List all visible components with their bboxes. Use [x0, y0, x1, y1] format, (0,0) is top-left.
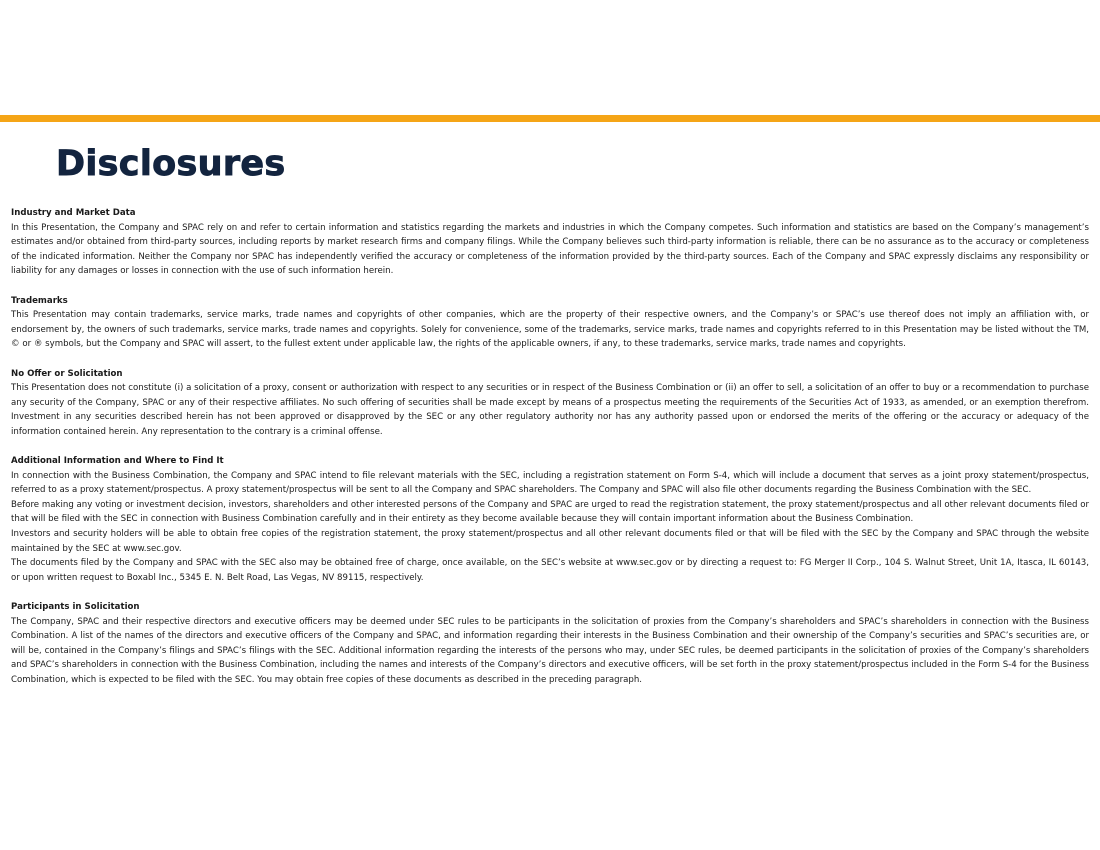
section-trademarks — [11, 294, 1089, 352]
section-paragraph: This Presentation may contain trademarks, service marks, trade names and copyrights of other companies, which are the property of their respective owners, and the Company’s or SPAC’s use thereof does not imply an affiliation with, or endorsement by, the owners of such trademarks, service marks, trade names and copyrights. Solely for convenience, some of the trademarks, service marks, trade names and copyrights referred to in this Presentation may be listed without the TM, © or ® symbols, but the Company and SPAC will assert, to the fullest extent under applicable law, the rights of the applicable owners, if any, to these trademarks, service marks, trade names and copyrights. — [11, 310, 1089, 350]
section-heading: Additional Information and Where to Find It — [11, 456, 224, 467]
section-no-offer — [11, 367, 1089, 440]
section-heading: No Offer or Solicitation — [11, 368, 123, 379]
page-title: Disclosures — [56, 144, 286, 184]
section-paragraph: The Company, SPAC and their respective directors and executive officers may be deemed under SEC rules to be participants in the solicitation of proxies from the Company’s shareholders and SPAC’s shareholders in connection with the Business Combination. A list of the names of the directors and executive officers of the Company and SPAC, and information regarding their interests in the Business Combination and their ownership of the Company’s securities and SPAC’s securities are, or will be, contained in the Company’s filings and SPAC’s filings with the SEC. Additional information regarding the interests of the persons who may, under SEC rules, be deemed participants in the solicitation of proxies of the Company’s shareholders and SPAC’s shareholders in connection with the Business Combination, including the names and interests of the Company’s directors and executive officers, will be set forth in the proxy statement/prospectus included in the Form S-4 for the Business Combination, which is expected to be filed with the SEC. You may obtain free copies of these documents as described in the preceding paragraph. — [11, 616, 1089, 685]
section-additional-information — [11, 454, 1089, 585]
section-participants — [11, 600, 1089, 688]
section-paragraph: In connection with the Business Combination, the Company and SPAC intend to file relevant materials with the SEC, including a registration statement on Form S-4, which will include a document that serves as a joint proxy statement/prospectus, referred to as a proxy statement/prospectus. A proxy statement/prospectus will be sent to all the Company and SPAC shareholders. The Company and SPAC will also file other documents regarding the Business Combination with the SEC. — [11, 470, 1089, 496]
section-paragraph: This Presentation does not constitute (i) a solicitation of a proxy, consent or authorization with respect to any securities or in respect of the Business Combination or (ii) an offer to sell, a solicitation of an offer to buy or a recommendation to purchase any security of the Company, SPAC or any of their respective affiliates. No such offering of securities shall be made except by means of a prospectus meeting the requirements of the Securities Act of 1933, as amended, or an exemption therefrom. Investment in any securities described herein has not been approved or disapproved by the SEC or any other regulatory authority nor has any authority passed upon or endorsed the merits of the offering or the accuracy or adequacy of the information contained herein. Any representation to the contrary is a criminal offense. — [11, 383, 1089, 437]
section-paragraph: Investors and security holders will be able to obtain free copies of the registration statement, the proxy statement/prospectus and all other relevant documents filed or that will be filed with the SEC by the Company and SPAC through the website maintained by the SEC at www.sec.gov. — [11, 529, 1089, 554]
section-paragraph: Before making any voting or investment decision, investors, shareholders and other interested persons of the Company and SPAC are urged to read the registration statement, the proxy statement/prospectus and all other relevant documents filed or that will be filed with the SEC in connection with Business Combination carefully and in their entirety as they become available because they will contain important information about the Business Combination. — [11, 499, 1089, 525]
section-paragraph: The documents filed by the Company and SPAC with the SEC also may be obtained free of charge, once available, on the SEC’s website at www.sec.gov or by directing a request to: FG Merger II Corp., 104 S. Walnut Street, Unit 1A, Itasca, IL 60143, or upon written request to Boxabl Inc., 5345 E. N. Belt Road, Las Vegas, NV 89115, respectively. — [11, 558, 1089, 583]
disclosures-body — [11, 206, 1089, 702]
section-heading: Trademarks — [11, 295, 68, 306]
header-accent-rule — [0, 115, 1100, 122]
section-industry-market-data — [11, 206, 1089, 279]
section-paragraph: In this Presentation, the Company and SPAC rely on and refer to certain information and statistics regarding the markets and industries in which the Company competes. Such information and statistics are based on the Company’s management’s estimates and/or obtained from third-party sources, including reports by market research firms and company filings. While the Company believes such third-party information is reliable, there can be no assurance as to the accuracy or completeness of the indicated information. Neither the Company nor SPAC has independently verified the accuracy or completeness of the information provided by the third-party sources. Each of the Company and SPAC expressly disclaims any responsibility or liability for any damages or losses in connection with the use of such information herein. — [11, 222, 1089, 277]
section-heading: Industry and Market Data — [11, 208, 136, 218]
section-heading: Participants in Solicitation — [11, 602, 140, 613]
